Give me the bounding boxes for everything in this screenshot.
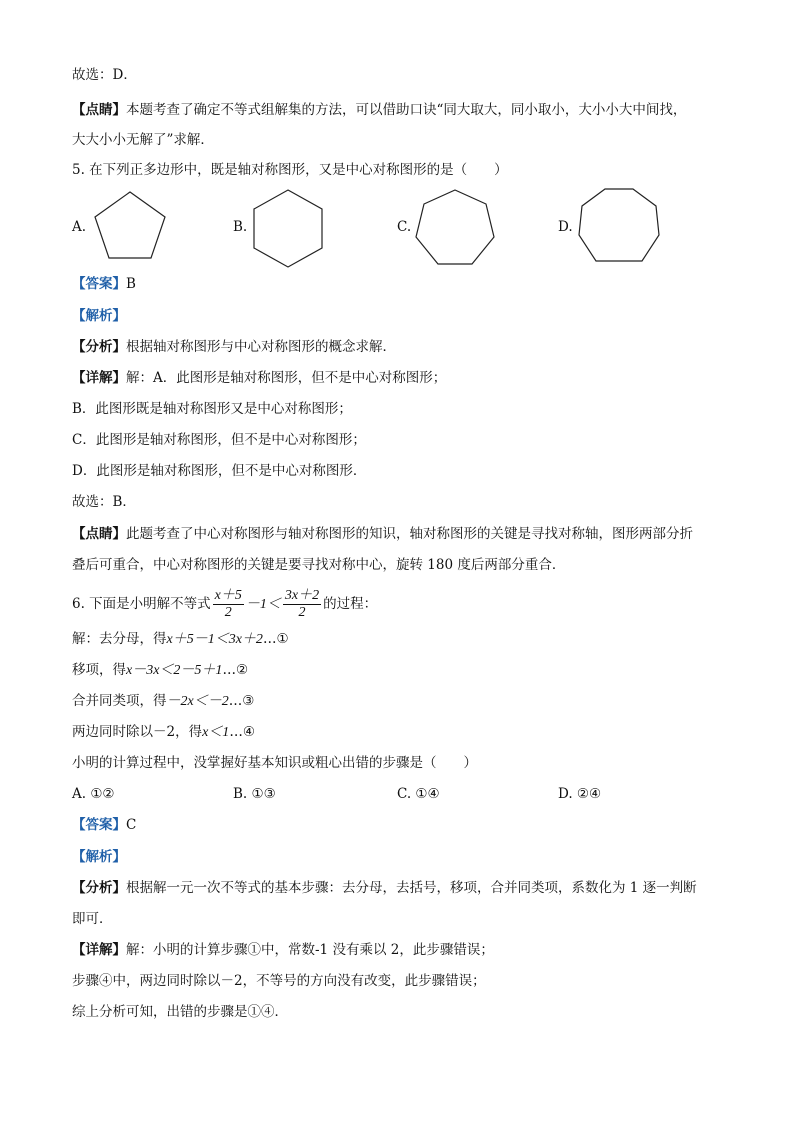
step-text: 解：去分母，得 xyxy=(72,631,167,647)
comment-label: 【点睛】 xyxy=(72,102,126,118)
stem-post: 的过程： xyxy=(323,596,378,612)
q6-answer xyxy=(72,816,136,834)
q4-comment-line-1 xyxy=(72,101,686,119)
q6-step-1 xyxy=(72,630,289,649)
q5-analysis-label xyxy=(72,307,126,325)
analysis-label: 【解析】 xyxy=(72,849,126,865)
analysis-label: 【解析】 xyxy=(72,308,126,324)
q5-option-a-label: A. xyxy=(72,219,87,235)
hexagon-icon xyxy=(250,188,326,270)
detail-text: 解：A．此图形是轴对称图形，但不是中心对称图形； xyxy=(126,370,447,386)
q4-comment-line-2: 大大小小无解了”求解． xyxy=(72,132,214,148)
step-math: －2x＜－2 xyxy=(166,694,229,709)
fenxi-text: 根据解一元一次不等式的基本步骤：去分母，去括号，移项，合并同类项，系数化为 1 逐一判断 xyxy=(126,880,697,896)
step-text: 合并同类项，得 xyxy=(72,693,167,709)
comment-label: 【点睛】 xyxy=(72,526,126,542)
comment-text: 此题考查了中心对称图形与轴对称图形的知识，轴对称图形的关键是寻找对称轴，图形两部分折 xyxy=(126,526,693,542)
q6-analysis-label xyxy=(72,848,126,866)
fenxi-text: 根据轴对称图形与中心对称图形的概念求解． xyxy=(126,339,396,355)
step-text: 两边同时除以－2，得 xyxy=(72,724,203,740)
fraction-2 xyxy=(283,588,321,621)
q6-step-4 xyxy=(72,723,255,742)
q6-option-c: C. ①④ xyxy=(397,786,440,802)
octagon-icon xyxy=(577,186,661,270)
q5-comment-line-2: 叠后可重合，中心对称图形的关键是要寻找对称中心，旋转 180 度后两部分重合． xyxy=(72,557,566,573)
q5-option-b-label: B. xyxy=(233,219,248,235)
answer-value: B xyxy=(126,276,136,292)
detail-text: 解：小明的计算步骤①中，常数-1 没有乘以 2，此步骤错误； xyxy=(126,942,494,958)
heptagon-icon xyxy=(413,187,497,269)
fenxi-label: 【分析】 xyxy=(72,880,126,896)
q6-step-2 xyxy=(72,661,248,680)
answer-value: C xyxy=(126,817,137,833)
step-math: x＋5－1＜3x＋2 xyxy=(166,632,263,647)
comment-text: 本题考查了确定不等式组解集的方法，可以借助口诀“同大取大，同小取小，大小小大中间找， xyxy=(126,102,687,118)
q6-detail-line-1 xyxy=(72,941,494,959)
pentagon-icon xyxy=(90,186,170,266)
stem-pre: 6. 下面是小明解不等式 xyxy=(72,596,211,612)
q5-option-c-label: C. xyxy=(397,219,412,235)
q6-stem xyxy=(72,586,377,623)
q6-step-3 xyxy=(72,692,254,711)
fraction-1-denominator: 2 xyxy=(224,605,232,620)
q6-option-d: D. ②④ xyxy=(558,786,602,802)
q5-fenxi xyxy=(72,338,396,356)
q5-detail-d: D．此图形是轴对称图形，但不是中心对称图形． xyxy=(72,463,367,479)
step-math: x－3x＜2－5＋1 xyxy=(126,663,223,678)
fraction-1 xyxy=(213,588,244,621)
answer-label: 【答案】 xyxy=(72,817,126,833)
fraction-1-numerator: x＋5 xyxy=(214,588,242,603)
fraction-2-denominator: 2 xyxy=(298,605,306,620)
fraction-2-numerator: 3x＋2 xyxy=(284,588,320,603)
q6-question: 小明的计算过程中，没掌握好基本知识或粗心出错的步骤是（ ） xyxy=(72,755,477,771)
q6-option-a: A. ①② xyxy=(72,786,115,802)
q5-option-d-label: D. xyxy=(558,219,573,235)
q4-choice: 故选：D． xyxy=(72,67,137,83)
q5-stem: 5. 在下列正多边形中，既是轴对称图形，又是中心对称图形的是（ ） xyxy=(72,162,508,178)
q6-option-b: B. ①③ xyxy=(233,786,276,802)
step-mark: …④ xyxy=(229,724,255,740)
detail-label: 【详解】 xyxy=(72,942,126,958)
step-text: 移项，得 xyxy=(72,662,126,678)
step-mark: …① xyxy=(262,631,289,647)
q5-answer xyxy=(72,275,136,293)
step-math: x＜1 xyxy=(202,725,230,740)
stem-mid: －1＜ xyxy=(245,597,281,612)
q5-detail-b: B．此图形既是轴对称图形又是中心对称图形； xyxy=(72,401,352,417)
step-mark: …③ xyxy=(228,693,255,709)
q6-fenxi-line-2: 即可． xyxy=(72,911,113,927)
step-mark: …② xyxy=(222,662,249,678)
q5-comment-line-1 xyxy=(72,525,693,543)
q5-choice: 故选：B． xyxy=(72,494,136,510)
q5-detail-c: C．此图形是轴对称图形，但不是中心对称图形； xyxy=(72,432,366,448)
answer-label: 【答案】 xyxy=(72,276,126,292)
q6-fenxi-line-1 xyxy=(72,879,697,897)
q6-detail-line-3: 综上分析可知，出错的步骤是①④． xyxy=(72,1004,288,1020)
fenxi-label: 【分析】 xyxy=(72,339,126,355)
q6-detail-line-2: 步骤④中，两边同时除以－2，不等号的方向没有改变，此步骤错误； xyxy=(72,973,486,989)
detail-label: 【详解】 xyxy=(72,370,126,386)
q5-detail-a xyxy=(72,369,446,387)
